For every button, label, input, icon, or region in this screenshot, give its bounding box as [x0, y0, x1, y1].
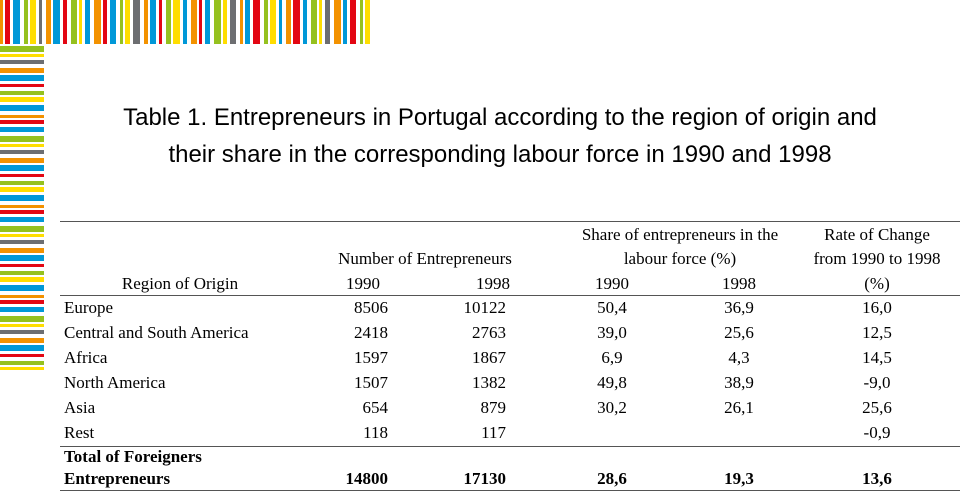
decorative-stripe	[0, 174, 44, 177]
decorative-stripe	[0, 136, 44, 142]
decorative-stripe	[0, 234, 44, 237]
cell-number-1998: 1382	[472, 373, 506, 392]
decorative-stripe	[0, 158, 44, 163]
decorative-stripe	[0, 205, 44, 208]
decorative-stripe	[0, 330, 44, 334]
decorative-stripe	[0, 217, 44, 222]
decorative-stripe	[0, 54, 44, 57]
total-share-1998: 19,3	[724, 469, 754, 488]
decorative-stripe	[0, 248, 44, 253]
decorative-stripe	[0, 75, 44, 81]
decorative-stripe	[0, 277, 44, 282]
decorative-stripe	[94, 0, 101, 44]
decorative-stripe	[334, 0, 341, 44]
decorative-stripe	[270, 0, 276, 44]
decorative-stripe	[0, 367, 44, 370]
cell-number-1990: 1597	[354, 348, 388, 367]
decorative-stripe	[0, 226, 44, 232]
decorative-stripe	[264, 0, 268, 44]
decorative-stripe	[0, 240, 44, 244]
decorative-stripe	[0, 295, 44, 298]
header-bottom-rule	[60, 295, 960, 296]
header-number-1998: 1998	[476, 274, 510, 293]
decorative-stripe	[0, 46, 44, 52]
decorative-stripe	[0, 300, 44, 304]
decorative-stripe	[133, 0, 140, 44]
decorative-stripe	[0, 285, 44, 291]
decorative-stripe	[0, 60, 44, 64]
decorative-stripe	[79, 0, 82, 44]
cell-share-1990: 30,2	[597, 398, 627, 417]
cell-region: North America	[64, 373, 166, 392]
decorative-stripe	[279, 0, 282, 44]
header-share-1998: 1998	[722, 274, 756, 293]
decorative-stripe	[0, 307, 44, 312]
decorative-stripe	[166, 0, 171, 44]
cell-region: Central and South America	[64, 323, 249, 342]
decorative-stripe	[144, 0, 148, 44]
cell-number-1990: 1507	[354, 373, 388, 392]
cell-share-1998: 25,6	[724, 323, 754, 342]
total-share-1990: 28,6	[597, 469, 627, 488]
decorative-stripe	[0, 91, 44, 95]
cell-share-1998: 4,3	[728, 348, 750, 367]
decorative-stripe	[350, 0, 356, 44]
total-rate: 13,6	[862, 469, 892, 488]
decorative-stripe	[0, 187, 44, 192]
cell-rate: -0,9	[863, 423, 891, 442]
header-share-group-line-1: Share of entrepreneurs in the	[581, 225, 779, 244]
cell-share-1998: 36,9	[724, 298, 754, 317]
decorative-stripe	[253, 0, 260, 44]
cell-region: Rest	[64, 423, 95, 442]
decorative-stripe	[0, 144, 44, 147]
decorative-stripe	[110, 0, 116, 44]
decorative-stripe	[71, 0, 77, 44]
decorative-stripe	[0, 165, 44, 171]
decorative-stripe	[303, 0, 307, 44]
decorative-stripe	[0, 68, 44, 73]
cell-number-1990: 8506	[354, 298, 388, 317]
cell-share-1998: 26,1	[724, 398, 754, 417]
decorative-stripe	[63, 0, 67, 44]
cell-share-1990: 6,9	[601, 348, 623, 367]
decorative-stripe	[365, 0, 370, 44]
decorative-stripe	[150, 0, 156, 44]
cell-number-1998: 879	[480, 398, 506, 417]
decorative-stripe	[0, 361, 44, 365]
header-share-1990: 1990	[595, 274, 629, 293]
cell-region: Europe	[64, 298, 114, 317]
header-rate-line-2: from 1990 to 1998	[813, 249, 941, 268]
header-rate-line-3: (%)	[864, 274, 890, 293]
decorative-stripe	[0, 354, 44, 357]
decorative-stripe	[46, 0, 51, 44]
cell-rate: -9,0	[863, 373, 891, 392]
decorative-stripe	[0, 264, 44, 267]
decorative-stripe	[85, 0, 90, 44]
table-top-rule	[60, 221, 960, 222]
decorative-stripe	[293, 0, 300, 44]
cell-region: Asia	[64, 398, 96, 417]
header-number-1990: 1990	[346, 274, 380, 293]
decorative-stripe	[360, 0, 363, 44]
cell-rate: 25,6	[862, 398, 892, 417]
total-label-line-1: Total of Foreigners	[64, 447, 202, 466]
decorative-stripe	[214, 0, 221, 44]
decorative-stripe	[199, 0, 202, 44]
decorative-stripe	[205, 0, 210, 44]
title-line-1: Table 1. Entrepreneurs in Portugal according to the region of origin and	[123, 104, 877, 131]
cell-number-1998: 1867	[472, 348, 506, 367]
decorative-stripe	[343, 0, 347, 44]
decorative-stripe	[53, 0, 60, 44]
decorative-stripe	[0, 150, 44, 154]
decorative-stripe	[183, 0, 187, 44]
decorative-stripes-top	[0, 0, 370, 44]
cell-share-1998: 38,9	[724, 373, 754, 392]
cell-number-1990: 2418	[354, 323, 388, 342]
decorative-stripe	[0, 316, 44, 322]
decorative-stripe	[0, 338, 44, 343]
cell-rate: 16,0	[862, 298, 892, 317]
cell-region: Africa	[64, 348, 108, 367]
decorative-stripe	[103, 0, 107, 44]
cell-rate: 12,5	[862, 323, 892, 342]
decorative-stripe	[0, 97, 44, 102]
decorative-stripe	[0, 271, 44, 275]
decorative-stripe	[0, 255, 44, 261]
decorative-stripe	[0, 181, 44, 185]
total-number-1990: 14800	[345, 469, 388, 488]
decorative-stripe	[0, 84, 44, 87]
cell-rate: 14,5	[862, 348, 892, 367]
decorative-stripe	[286, 0, 291, 44]
decorative-stripe	[120, 0, 123, 44]
decorative-stripe	[191, 0, 197, 44]
table-title	[60, 99, 940, 173]
total-label-line-2: Entrepreneurs	[64, 469, 171, 488]
cell-number-1998: 117	[481, 423, 506, 442]
cell-number-1998: 10122	[463, 298, 506, 317]
cell-number-1998: 2763	[472, 323, 506, 342]
decorative-stripe	[0, 115, 44, 118]
decorative-stripe	[0, 195, 44, 201]
decorative-stripe	[245, 0, 250, 44]
decorative-stripe	[319, 0, 322, 44]
decorative-stripe	[240, 0, 243, 44]
decorative-stripe	[159, 0, 162, 44]
cell-share-1990: 39,0	[597, 323, 627, 342]
decorative-stripe	[325, 0, 330, 44]
decorative-stripe	[125, 0, 130, 44]
total-number-1998: 17130	[463, 469, 506, 488]
cell-number-1990: 654	[362, 398, 388, 417]
table-bottom-rule	[60, 490, 960, 491]
decorative-stripe	[0, 105, 44, 111]
cell-number-1990: 118	[363, 423, 388, 442]
decorative-stripe	[223, 0, 227, 44]
decorative-stripe	[0, 324, 44, 327]
decorative-stripe	[311, 0, 317, 44]
header-region: Region of Origin	[121, 274, 239, 293]
cell-share-1990: 49,8	[597, 373, 627, 392]
title-line-2: their share in the corresponding labour force in 1990 and 1998	[168, 141, 832, 168]
decorative-stripe	[0, 345, 44, 351]
decorative-stripe	[0, 127, 44, 132]
decorative-stripe	[0, 120, 44, 124]
cell-share-1990: 50,4	[597, 298, 627, 317]
header-rate-line-1: Rate of Change	[824, 225, 930, 244]
decorative-stripe	[0, 210, 44, 214]
header-share-group-line-2: labour force (%)	[623, 249, 737, 268]
decorative-stripe	[230, 0, 236, 44]
decorative-stripes-left	[0, 0, 44, 370]
decorative-stripe	[173, 0, 180, 44]
header-number-group: Number of Entrepreneurs	[338, 249, 512, 268]
